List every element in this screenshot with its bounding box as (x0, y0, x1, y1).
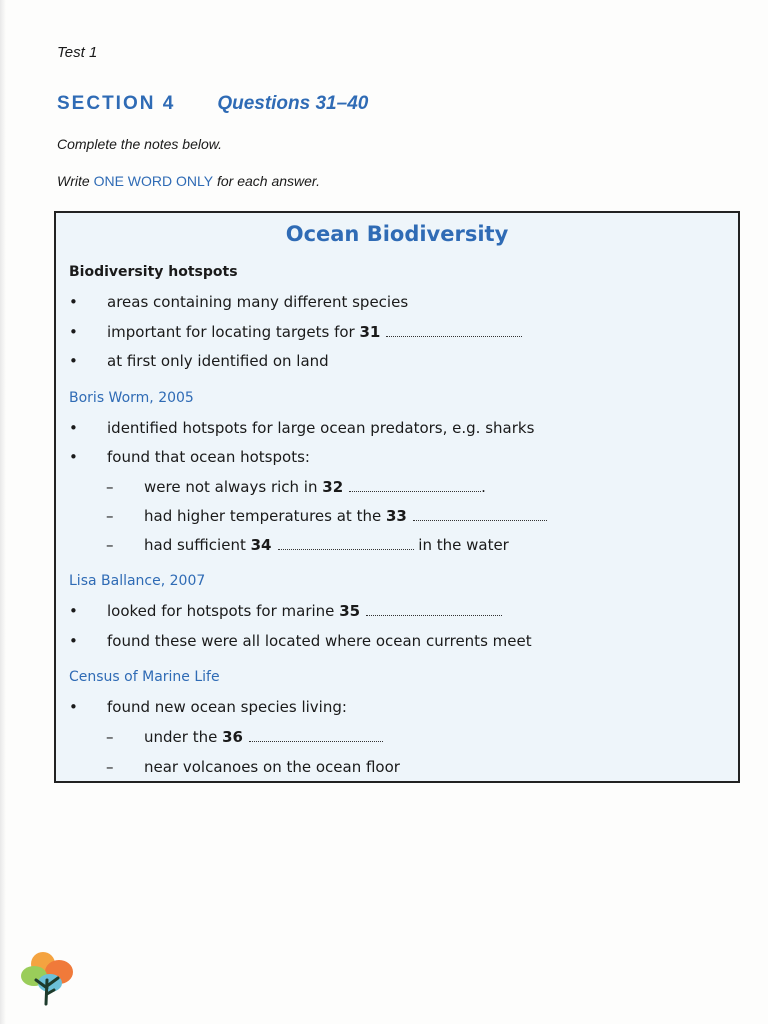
section-heading (57, 93, 368, 115)
question-number-33: 33 (385, 507, 407, 525)
answer-blank-31[interactable] (386, 335, 522, 337)
subheading-census: Census of Marine Life (69, 669, 220, 685)
note-text: found that ocean hotspots: (107, 448, 310, 466)
bullet: • (69, 602, 78, 620)
list-item (106, 536, 509, 554)
answer-blank-34[interactable] (278, 548, 414, 550)
list-item (69, 352, 329, 370)
note-text: were not always rich in (144, 478, 318, 496)
section-title: SECTION 4 (57, 93, 176, 114)
answer-blank-33[interactable] (413, 519, 547, 521)
note-text: areas containing many different species (107, 293, 409, 311)
list-item (69, 323, 522, 341)
bullet: • (69, 352, 78, 370)
list-item (106, 758, 400, 776)
note-text: important for locating targets for (107, 323, 355, 341)
list-item (69, 293, 408, 311)
notes-title: Ocean Biodiversity (285, 222, 509, 246)
bullet: • (69, 448, 78, 466)
note-text: had sufficient (144, 536, 246, 554)
word-limit-highlight: ONE WORD ONLY (93, 173, 214, 189)
note-text: . (481, 478, 486, 496)
question-number-31: 31 (359, 323, 381, 341)
list-item (69, 448, 310, 466)
bullet: • (69, 419, 78, 437)
test-label: Test 1 (57, 44, 98, 61)
notes-box (54, 211, 740, 783)
list-item (69, 698, 347, 716)
answer-blank-36[interactable] (249, 740, 383, 742)
note-text: found these were all located where ocean currents meet (107, 632, 532, 650)
subheading-ballance: Lisa Ballance, 2007 (69, 573, 206, 589)
note-text: at first only identified on land (107, 352, 329, 370)
instruction-word-limit (57, 173, 320, 189)
instruction-suffix: for each answer. (213, 173, 320, 189)
note-text: in the water (418, 536, 509, 554)
bullet: • (69, 293, 78, 311)
dash: – (106, 478, 114, 496)
page-edge-shadow (0, 0, 6, 1024)
note-text: under the (144, 728, 218, 746)
question-number-36: 36 (222, 728, 243, 746)
dash: – (106, 758, 114, 776)
note-text: identified hotspots for large ocean predators, e.g. sharks (107, 419, 535, 437)
instruction-prefix: Write (57, 173, 94, 189)
answer-blank-35[interactable] (366, 614, 502, 616)
question-number-34: 34 (250, 536, 272, 554)
list-item (69, 632, 532, 650)
list-item (106, 507, 547, 525)
bullet: • (69, 323, 78, 341)
note-text: found new ocean species living: (107, 698, 347, 716)
note-text: looked for hotspots for marine (107, 602, 335, 620)
subheading-hotspots: Biodiversity hotspots (69, 264, 238, 280)
bullet: • (69, 698, 78, 716)
answer-blank-32[interactable] (349, 490, 481, 492)
list-item (106, 478, 486, 496)
dash: – (106, 507, 114, 525)
dash: – (106, 536, 114, 554)
subheading-worm: Boris Worm, 2005 (69, 390, 194, 406)
list-item (69, 419, 534, 437)
note-text: near volcanoes on the ocean floor (144, 758, 400, 776)
question-number-32: 32 (322, 478, 344, 496)
tree-logo-icon (16, 950, 80, 1006)
question-number-35: 35 (339, 602, 361, 620)
list-item (106, 728, 383, 746)
dash: – (106, 728, 114, 746)
list-item (69, 602, 502, 620)
note-text: had higher temperatures at the (144, 507, 382, 525)
instruction-complete-notes: Complete the notes below. (57, 136, 222, 152)
bullet: • (69, 632, 78, 650)
questions-range: Questions 31–40 (217, 93, 369, 114)
